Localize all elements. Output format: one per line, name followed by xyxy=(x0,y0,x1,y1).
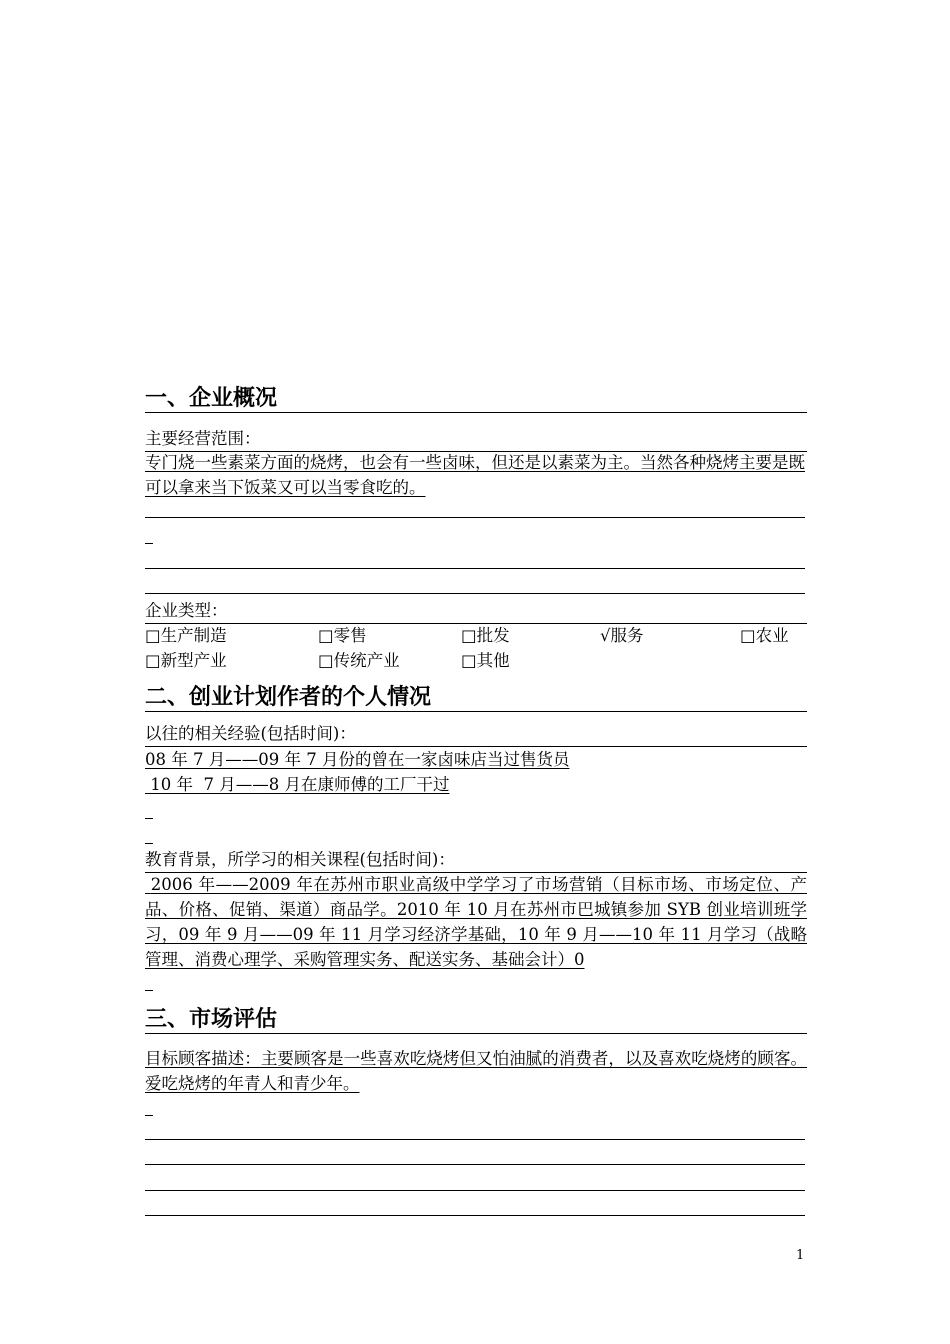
type-option-other[interactable]: □其他 xyxy=(461,651,510,670)
checkbox-icon: □ xyxy=(740,626,756,645)
experience-label: 以往的相关经验(包括时间)： xyxy=(145,721,807,747)
page-number: 1 xyxy=(796,1248,805,1263)
experience-line-2: 10 年 7 月——8 月在康师傅的工厂干过 xyxy=(145,775,450,794)
short-blank-line xyxy=(145,990,153,991)
type-option-wholesale[interactable]: □批发 xyxy=(461,626,510,645)
type-option-retail[interactable]: □零售 xyxy=(318,626,367,645)
type-option-traditional-industry[interactable]: □传统产业 xyxy=(318,651,400,670)
experience-line-1: 08 年 7 月——09 年 7 月份的曾在一家卤味店当过售货员 xyxy=(145,750,570,769)
checkbox-icon: □ xyxy=(145,651,161,670)
education-label: 教育背景，所学习的相关课程(包括时间)： xyxy=(145,847,807,873)
blank-line xyxy=(145,517,805,518)
blank-line xyxy=(145,568,805,569)
business-type-row-2 xyxy=(145,648,807,673)
checkmark-icon: √ xyxy=(600,626,611,645)
document-page xyxy=(145,0,807,1344)
short-blank-line xyxy=(145,843,153,844)
section-heading-market: 三、市场评估 xyxy=(145,1005,807,1034)
short-blank-line xyxy=(145,1115,153,1116)
checkbox-icon: □ xyxy=(461,651,477,670)
type-option-manufacturing[interactable]: □生产制造 xyxy=(145,626,227,645)
type-option-agriculture[interactable]: □农业 xyxy=(740,626,789,645)
business-scope-label: 主要经营范围： xyxy=(145,426,807,452)
blank-line xyxy=(145,593,805,594)
blank-line xyxy=(145,1164,805,1165)
short-blank-line xyxy=(145,818,153,819)
business-type-label: 企业类型： xyxy=(145,598,807,624)
section-heading-overview: 一、企业概况 xyxy=(145,384,807,413)
type-option-service[interactable]: √服务 xyxy=(600,626,644,645)
target-customer-text: 目标顾客描述：主要顾客是一些喜欢吃烧烤但又怕油腻的消费者，以及喜欢吃烧烤的顾客。爱吃烧烤的年青人和青少年。 xyxy=(145,1049,807,1093)
checkbox-icon: □ xyxy=(318,626,334,645)
blank-line xyxy=(145,1215,805,1216)
checkbox-icon: □ xyxy=(461,626,477,645)
business-scope-value: 专门烧一些素菜方面的烧烤，也会有一些卤味，但还是以素菜为主。当然各种烧烤主要是既可以拿来当下饭菜又可以当零食吃的。 xyxy=(145,453,805,497)
education-text: 2006 年——2009 年在苏州市职业高级中学学习了市场营销（目标市场、市场定位、产品、价格、促销、渠道）商品学。2010 年 10 月在苏州市巴城镇参加 SYB 创业培训班学习，09 年 9 月——09 年 11 月学习经济学基础，10 年 9 月——10 年 11 月学习（战略管理、消费心理学、采购管理实务、配送实务、基础会计）0 xyxy=(145,875,807,969)
business-scope-text xyxy=(145,450,807,500)
checkbox-icon: □ xyxy=(145,626,161,645)
checkbox-icon: □ xyxy=(318,651,334,670)
business-type-row-1 xyxy=(145,623,807,648)
blank-line xyxy=(145,1139,805,1140)
type-option-new-industry[interactable]: □新型产业 xyxy=(145,651,227,670)
short-blank-line xyxy=(145,543,153,544)
blank-line xyxy=(145,1190,805,1191)
section-heading-author: 二、创业计划作者的个人情况 xyxy=(145,683,807,712)
